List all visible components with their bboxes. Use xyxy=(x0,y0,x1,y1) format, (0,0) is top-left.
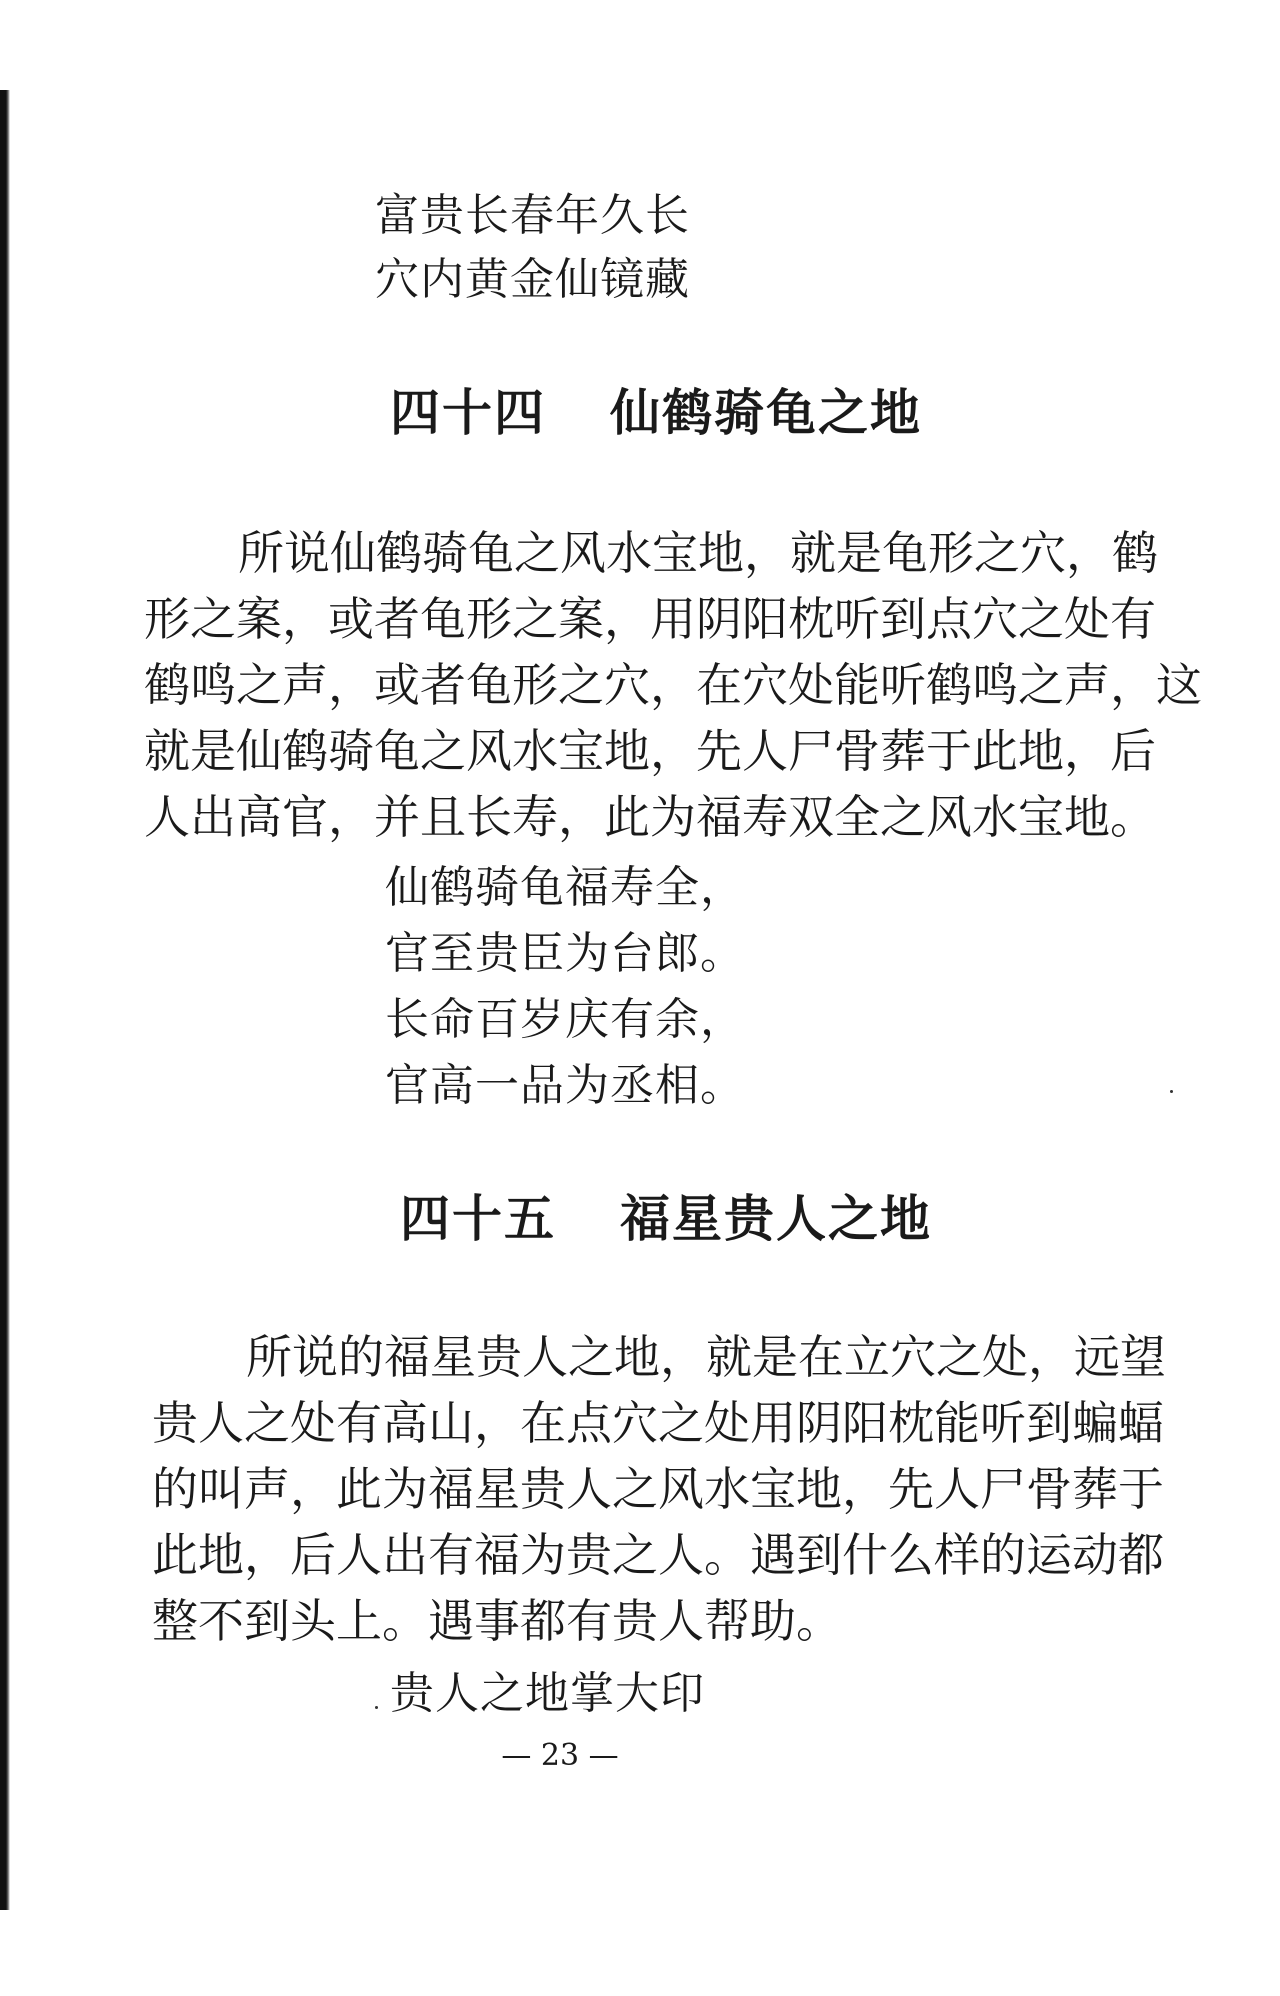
section-45-paragraph-line-5: 整不到头上。遇事都有贵人帮助。 xyxy=(152,1594,842,1648)
section-44-paragraph-line-2: 形之案，或者龟形之案，用阴阳枕听到点穴之处有 xyxy=(144,592,1156,646)
top-poem-line-2: 穴内黄金仙镜藏 xyxy=(375,254,690,305)
scan-speck xyxy=(1170,1090,1173,1093)
section-44-title: 仙鹤骑龟之地 xyxy=(610,383,922,442)
section-45-paragraph-line-4: 此地，后人出有福为贵之人。遇到什么样的运动都 xyxy=(152,1528,1164,1582)
section-44-poem-line-1: 仙鹤骑龟福寿全， xyxy=(385,862,745,913)
section-45-title: 福星贵人之地 xyxy=(620,1189,932,1248)
section-44-poem-line-2: 官至贵臣为台郎。 xyxy=(385,928,745,979)
scan-speck xyxy=(375,1706,378,1709)
section-44-number: 四十四 xyxy=(390,383,546,442)
section-45-poem-line-1: 贵人之地掌大印 xyxy=(390,1668,705,1719)
section-45-number: 四十五 xyxy=(400,1189,556,1248)
section-44-heading xyxy=(390,383,922,442)
page-number: — 23 — xyxy=(501,1738,619,1773)
section-44-poem-line-4: 官高一品为丞相。 xyxy=(385,1060,745,1111)
section-44-poem-line-3: 长命百岁庆有余， xyxy=(385,994,745,1045)
section-44-paragraph-line-3: 鹤鸣之声，或者龟形之穴，在穴处能听鹤鸣之声，这 xyxy=(144,658,1202,712)
section-45-paragraph-line-1: 所说的福星贵人之地，就是在立穴之处，远望 xyxy=(246,1330,1166,1384)
top-poem-line-1: 富贵长春年久长 xyxy=(375,190,690,241)
section-45-paragraph-line-3: 的叫声，此为福星贵人之风水宝地，先人尸骨葬于 xyxy=(152,1462,1164,1516)
section-45-heading xyxy=(400,1189,932,1248)
section-44-paragraph-line-5: 人出高官，并且长寿，此为福寿双全之风水宝地。 xyxy=(144,790,1156,844)
section-44-paragraph-line-1: 所说仙鹤骑龟之风水宝地，就是龟形之穴，鹤 xyxy=(238,526,1158,580)
section-45-paragraph-line-2: 贵人之处有高山，在点穴之处用阴阳枕能听到蝙蝠 xyxy=(152,1396,1164,1450)
section-44-paragraph-line-4: 就是仙鹤骑龟之风水宝地，先人尸骨葬于此地，后 xyxy=(144,724,1156,778)
binding-edge xyxy=(0,90,10,1910)
